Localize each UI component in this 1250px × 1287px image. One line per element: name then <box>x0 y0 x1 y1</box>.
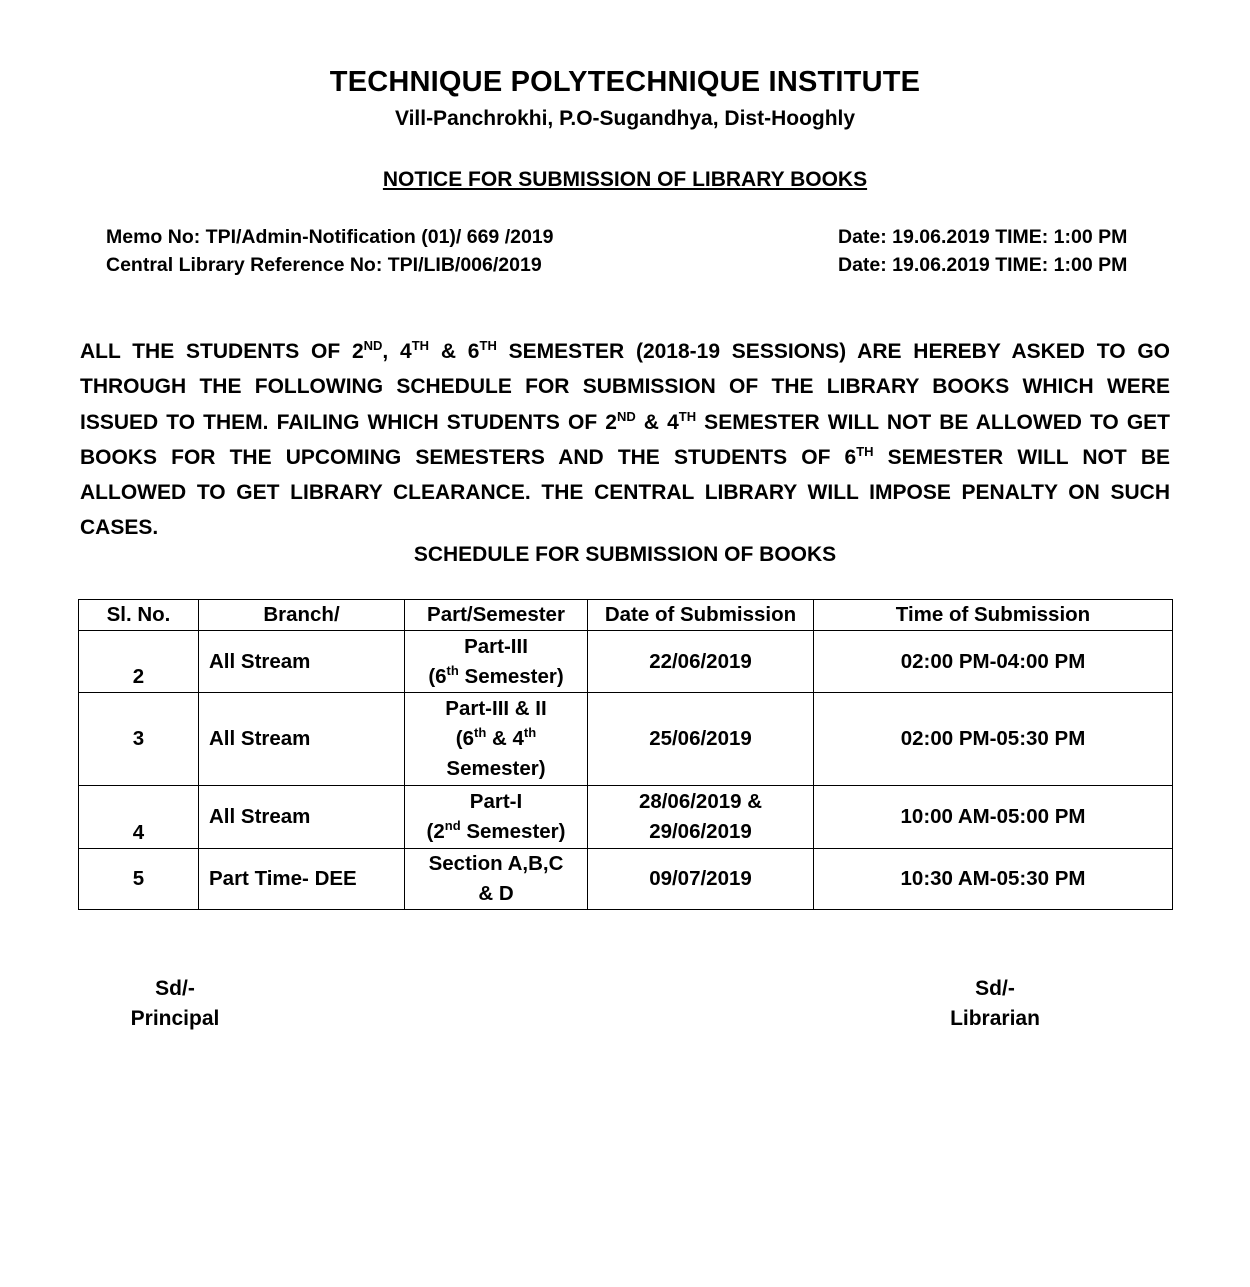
body-text: & 6 <box>429 340 480 363</box>
cell-branch: All Stream <box>199 631 405 693</box>
cell-time: 02:00 PM-05:30 PM <box>814 693 1173 786</box>
body-text: SEMESTER WILL NOT BE ALLOWED TO GET BOOKS FOR THE UPCOMING SEMESTERS AND THE STUDENTS OF 6 <box>80 410 1170 469</box>
header-date-of-submission: Date of Submission <box>588 600 814 631</box>
schedule-table <box>78 599 1173 910</box>
body-text: SEMESTER WILL NOT BE ALLOWED TO GET LIBRARY CLEARANCE. THE CENTRAL LIBRARY WILL IMPOSE PENALTY ON SUCH CASES. <box>80 445 1170 540</box>
body-superscript: TH <box>856 443 874 459</box>
notice-title-text: NOTICE FOR SUBMISSION OF LIBRARY BOOKS <box>382 168 868 191</box>
body-superscript: TH <box>479 338 497 353</box>
cell-sl-no: 3 <box>79 693 199 786</box>
body-text: SEMESTER (2018-19 SESSIONS) ARE HEREBY ASKED TO GO THROUGH THE FOLLOWING SCHEDULE FOR SUBMISSION OF THE LIBRARY BOOKS WHICH WERE ISSUED TO THEM. FAILING WHICH STUDENTS OF 2 <box>80 340 1171 434</box>
signature-mark: Sd/- <box>155 977 195 1000</box>
table-row <box>79 631 1173 693</box>
notice-title <box>0 168 1250 192</box>
memo-number: Memo No: TPI/Admin-Notification (01)/ 669 /2019 <box>106 226 554 248</box>
body-text: ALL THE STUDENTS OF 2 <box>80 340 364 363</box>
part-line: Part-I <box>469 790 523 813</box>
memo-reference-block <box>106 223 554 279</box>
cell-time: 10:30 AM-05:30 PM <box>814 849 1173 910</box>
institute-address: Vill-Panchrokhi, P.O-Sugandhya, Dist-Hooghly <box>394 107 856 130</box>
body-text: , 4 <box>382 340 412 363</box>
memo-date-block <box>838 223 1127 279</box>
part-line: (6th & 4th <box>455 725 537 750</box>
cell-date: 09/07/2019 <box>588 849 814 910</box>
part-line: Section A,B,C <box>428 852 564 875</box>
cell-part-semester <box>405 786 588 849</box>
institute-name: TECHNIQUE POLYTECHNIQUE INSTITUTE <box>329 66 921 98</box>
body-text: & 4 <box>635 410 679 434</box>
signature-mark: Sd/- <box>975 977 1015 1000</box>
cell-date: 22/06/2019 <box>588 631 814 693</box>
signatory-title: Principal <box>130 1007 220 1030</box>
signatory-title: Librarian <box>950 1007 1040 1030</box>
body-superscript: ND <box>616 408 636 424</box>
header-sl-no: Sl. No. <box>79 600 199 631</box>
memo-date: Date: 19.06.2019 TIME: 1:00 PM <box>838 226 1128 248</box>
body-superscript: TH <box>678 408 697 424</box>
cell-part-semester <box>405 693 588 786</box>
cell-part-semester <box>405 849 588 910</box>
cell-branch: All Stream <box>199 786 405 849</box>
reference-date: Date: 19.06.2019 TIME: 1:00 PM <box>838 254 1128 276</box>
cell-part-semester <box>405 631 588 693</box>
cell-date: 25/06/2019 <box>588 693 814 786</box>
part-line: Part-III & II <box>445 697 547 720</box>
table-row <box>79 849 1173 910</box>
cell-sl-no: 2 <box>79 631 199 693</box>
part-line: (2nd Semester) <box>426 818 566 843</box>
part-line: & D <box>478 882 514 905</box>
part-line: (6th Semester) <box>428 662 564 688</box>
part-line: Semester) <box>446 757 546 780</box>
table-row <box>79 786 1173 849</box>
part-line: Part-III <box>464 634 528 658</box>
principal-signature <box>120 974 230 1034</box>
cell-sl-no: 4 <box>79 786 199 849</box>
header-time-of-submission: Time of Submission <box>814 600 1173 631</box>
table-header-row <box>79 600 1173 631</box>
date-line: 29/06/2019 <box>649 820 752 843</box>
header-branch: Branch/ <box>199 600 405 631</box>
date-line: 28/06/2019 & <box>638 790 763 813</box>
cell-time: 10:00 AM-05:00 PM <box>814 786 1173 849</box>
body-superscript: TH <box>411 338 430 353</box>
cell-branch: All Stream <box>199 693 405 786</box>
schedule-title: SCHEDULE FOR SUBMISSION OF BOOKS <box>413 543 837 566</box>
cell-sl-no: 5 <box>79 849 199 910</box>
body-superscript: ND <box>363 338 383 353</box>
cell-date <box>588 786 814 849</box>
table-row <box>79 693 1173 786</box>
cell-time: 02:00 PM-04:00 PM <box>814 631 1173 693</box>
library-reference-number: Central Library Reference No: TPI/LIB/006/2019 <box>106 254 542 276</box>
librarian-signature <box>940 974 1050 1034</box>
cell-branch: Part Time- DEE <box>199 849 405 910</box>
header-part-semester: Part/Semester <box>405 600 588 631</box>
notice-body <box>80 334 1170 546</box>
